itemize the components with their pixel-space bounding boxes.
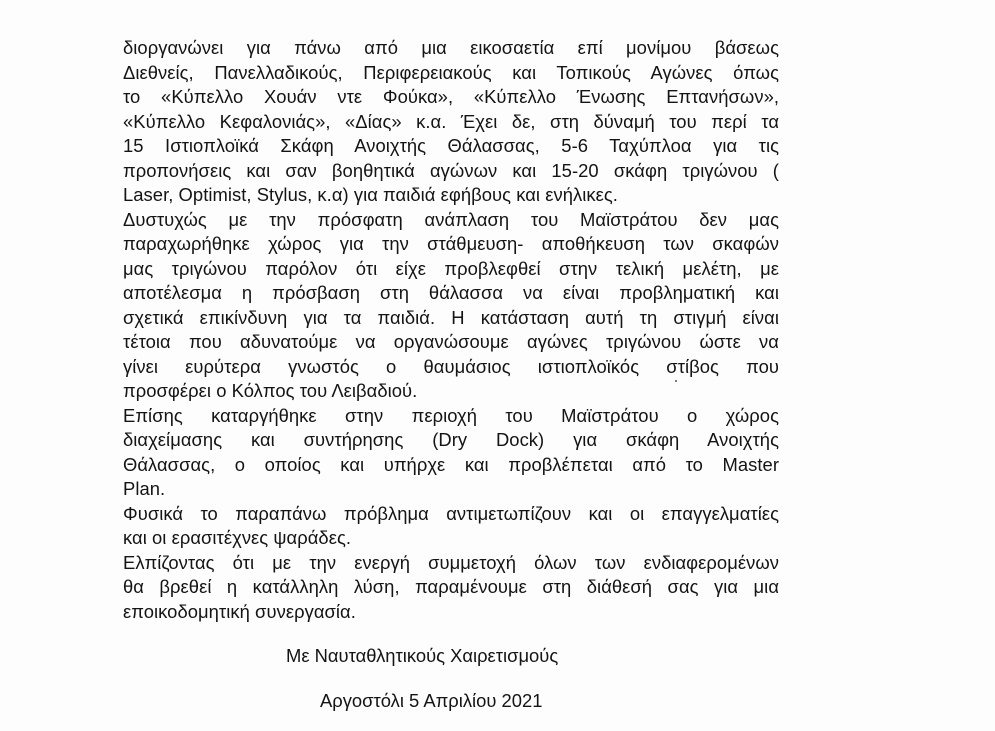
body-line: εποικοδομητική συνεργασία. <box>123 600 356 622</box>
body-line: και οι ερασιτέχνες ψαράδες. <box>123 527 352 548</box>
body-line: «Κύπελλο Κεφαλονιάς», «Δίας» κ.α. Έχει δε, στη δύναμή του περί τα <box>123 110 779 132</box>
body-line: το «Κύπελλο Χουάν ντε Φούκα», «Κύπελλο Ένωσης Επτανήσων», <box>123 86 779 107</box>
body-line: διαχείμασης και συντήρησης (Dry Dock) για σκάφη Ανοιχτής <box>123 429 779 450</box>
body-line: Ελπίζοντας ότι με την ενεργή συμμετοχή όλων των ενδιαφερομένων <box>123 551 779 573</box>
body-line: σχετικά επικίνδυνη για τα παιδιά. Η κατάσταση αυτή τη στιγμή είναι <box>123 306 779 328</box>
body-line: Φυσικά το παραπάνω πρόβλημα αντιμετωπίζουν και οι επαγγελματίες <box>123 502 779 524</box>
body-line: Επίσης καταργήθηκε στην περιοχή του Μαϊστράτου ο χώρος <box>123 404 779 426</box>
body-line: αποτέλεσμα η πρόσβαση στη θάλασσα να είναι προβληματική και <box>123 282 779 303</box>
body-line: Θάλασσας, ο οποίος και υπήρχε και προβλέπεται από το Master <box>123 453 779 475</box>
letter-body <box>123 36 779 624</box>
body-line: παραχωρήθηκε χώρος για την στάθμευση- αποθήκευση των σκαφών <box>123 233 779 254</box>
body-line: θα βρεθεί η κατάλληλη λύση, παραμένουμε στη διάθεσή σας για μια <box>123 576 779 597</box>
body-line: μας τριγώνου παρόλον ότι είχε προβλεφθεί στην τελική μελέτη, με <box>123 257 779 279</box>
body-line: Δυστυχώς με την πρόσφατη ανάπλαση του Μαϊστράτου δεν μας <box>123 208 779 230</box>
body-line: γίνει ευρύτερα γνωστός ο θαυμάσιος ιστιοπλοϊκός στίβος που <box>123 355 779 377</box>
body-line: διοργανώνει για πάνω από μια εικοσαετία επί μονίμου βάσεως <box>123 37 779 58</box>
place-date: Αργοστόλι 5 Απριλίου 2021 <box>320 690 543 711</box>
body-line: 15 Ιστιοπλοϊκά Σκάφη Ανοιχτής Θάλασσας, 5-6 Ταχύπλοα για τις <box>123 135 779 156</box>
closing-greeting: Με Ναυταθλητικούς Χαιρετισμούς <box>286 645 559 666</box>
scan-speck <box>675 380 677 382</box>
body-line: Laser, Optimist, Stylus, κ.α) για παιδιά εφήβους και ενήλικες. <box>123 184 618 205</box>
body-line: Plan. <box>123 478 166 499</box>
body-line: τέτοια που αδυνατούμε να οργανώσουμε αγώνες τριγώνου ώστε να <box>123 331 779 352</box>
body-line: προσφέρει ο Κόλπος του Λειβαδιού. <box>123 380 418 401</box>
body-line: προπονήσεις και σαν βοηθητικά αγώνων και 15-20 σκάφη τριγώνου ( <box>123 159 779 181</box>
body-line: Διεθνείς, Πανελλαδικούς, Περιφερειακούς και Τοπικούς Αγώνες όπως <box>123 61 779 83</box>
